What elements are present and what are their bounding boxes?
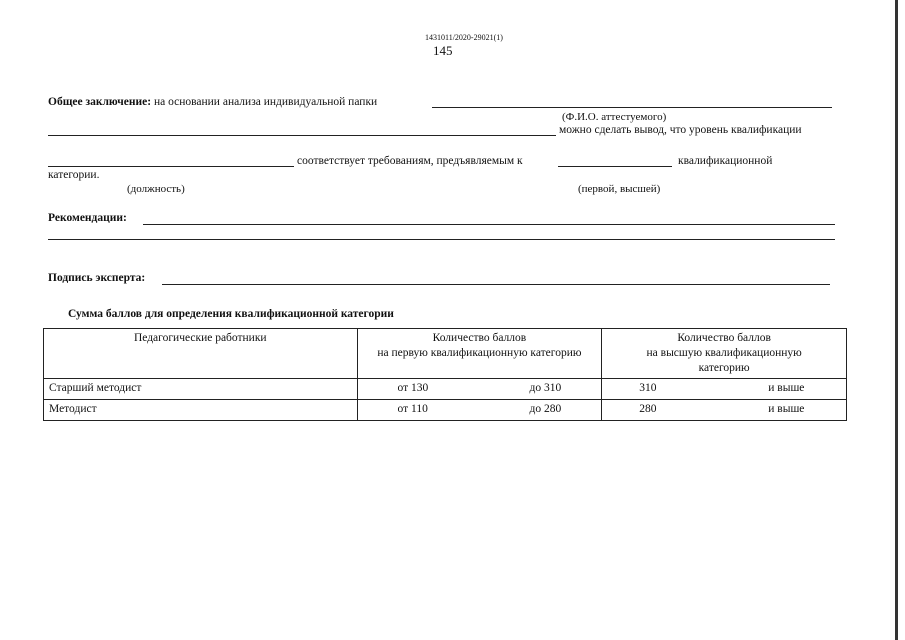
signature-underline	[162, 284, 830, 285]
scan-edge-bar	[895, 0, 898, 640]
header-first-line1: Количество баллов	[432, 332, 527, 344]
document-number: 1431011/2020-29021(1)	[425, 33, 503, 42]
header-high-category	[602, 329, 847, 379]
header-first-line2: на первую квалификационную категорию	[377, 347, 582, 359]
recommendations-underline-2	[48, 239, 835, 240]
table-row	[44, 379, 847, 400]
row-high-range	[602, 400, 847, 421]
high-value: 280	[639, 403, 657, 415]
row-first-range	[357, 400, 602, 421]
page-number: 145	[433, 43, 453, 58]
conclusion-text-4: категории.	[48, 169, 100, 181]
header-high-line2: на высшую квалификационную	[646, 347, 802, 359]
fio-caption: (Ф.И.О. аттестуемого)	[562, 111, 667, 123]
table-header-row	[44, 329, 847, 379]
table-row	[44, 400, 847, 421]
first-from: от 130	[397, 382, 429, 394]
first-from: от 110	[397, 403, 428, 415]
header-high-line3: категорию	[698, 362, 750, 374]
conclusion-text-3a: соответствует требованиям, предъявляемым к	[297, 155, 523, 167]
fio-continuation-underline	[48, 135, 556, 136]
row-role: Старший методист	[44, 379, 358, 400]
recommendations-underline-1	[143, 224, 835, 225]
category-underline	[558, 166, 672, 167]
first-to: до 280	[529, 403, 562, 415]
score-table	[43, 328, 847, 421]
header-high-line1: Количество баллов	[677, 332, 771, 344]
score-table-title: Сумма баллов для определения квалификационной категории	[68, 308, 394, 320]
conclusion-text-3b: квалификационной	[678, 155, 773, 167]
high-suffix: и выше	[768, 403, 805, 415]
header-role-label: Педагогические работники	[133, 332, 267, 344]
row-first-range	[357, 379, 602, 400]
conclusion-text-2: можно сделать вывод, что уровень квалификации	[559, 124, 802, 136]
high-suffix: и выше	[768, 382, 805, 394]
first-to: до 310	[529, 382, 562, 394]
header-first-category	[357, 329, 602, 379]
recommendations-label: Рекомендации:	[48, 212, 127, 224]
position-caption: (должность)	[127, 183, 185, 195]
header-role	[44, 329, 358, 379]
row-high-range	[602, 379, 847, 400]
conclusion-line-1	[48, 97, 377, 109]
signature-label: Подпись эксперта:	[48, 272, 146, 284]
high-value: 310	[639, 382, 657, 394]
row-role: Методист	[44, 400, 358, 421]
conclusion-text-1: на основании анализа индивидуальной папки	[153, 96, 378, 108]
position-underline	[48, 166, 294, 167]
category-caption: (первой, высшей)	[578, 183, 661, 195]
fio-underline	[432, 107, 832, 108]
conclusion-label: Общее заключение:	[48, 96, 152, 108]
